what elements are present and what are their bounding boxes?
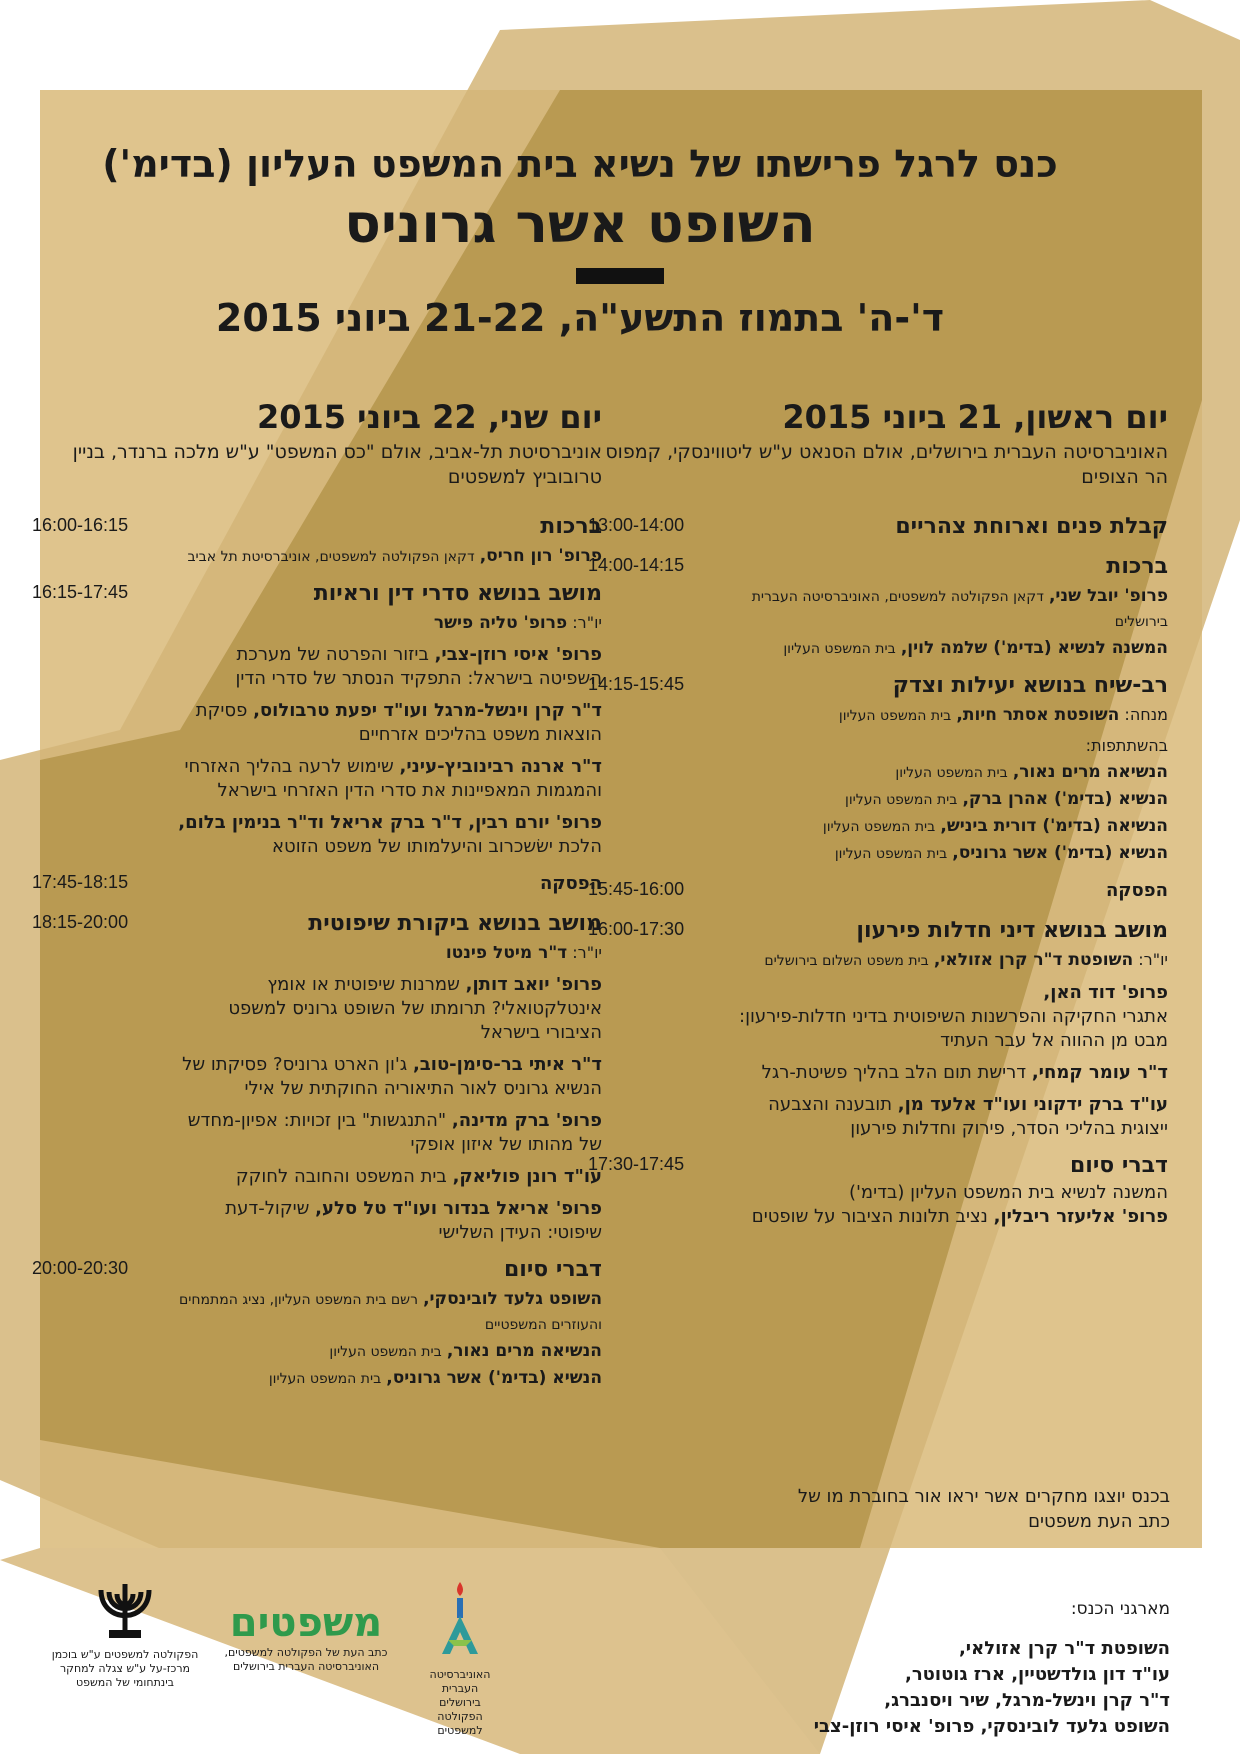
organizer-line: עו"ד דון גולדשטיין, ארז גוטוטר, [905,1664,1170,1685]
talk-title: שמרנות שיפוטית או אומץ אינטלקטואלי? תרומתו של השופט גרוניס למשפט הציבורי בישראל [228,974,602,1043]
speaker-name: פרופ' יובל שני, [1048,586,1168,606]
moderator-name: ד"ר מיטל פינטו [445,943,568,963]
day1-venue: האוניברסיטה העברית בירושלים, אולם הסנאט ע"ש ליטווינסקי, קמפוס הר הצופים [605,441,1168,488]
speaker-name: השופט גלעד לובינסקי, [423,1289,602,1309]
item-title: הפסקה [1105,880,1168,901]
talk-speaker: פרופ' דוד האן, [1043,982,1168,1003]
item-time: 17:30-17:45 [588,1154,685,1174]
speaker-desc: רשם בית המשפט העליון, נציג המתמחים והעוזרים המשפטיים [178,1292,602,1333]
tau-logo-caption: הפקולטה למשפטים ע"ש בוכמן מרכז-על ע"ש צגלה למחקר בינתחומי של המשפט [51,1648,199,1689]
moderator-label: יו"ר: [572,613,602,632]
talk-speaker: פרופ' איסי רוזן-צבי, [434,644,602,665]
talk-title: שיקול-דעת שיפוטי: העידן השלישי [225,1198,602,1243]
speaker-desc: בית המשפט העליון [329,1344,442,1360]
speaker-desc: דקאן הפקולטה למשפטים, האוניברסיטה העברית בירושלים [751,589,1168,630]
day2-venue: אוניברסיטת תל-אביב, אולם "כס המשפט" ע"ש מלכה ברנדר, בניין טרובוביץ למשפטים [72,441,602,488]
tau-law-logo [50,1580,200,1690]
speaker-desc: דקאן הפקולטה למשפטים, אוניברסיטת תל אביב [187,549,475,565]
item-title: ברכות [1106,554,1168,579]
moderator-name: השופטת אסתר חיות, [956,705,1120,725]
day2-item [32,869,602,899]
header-divider [576,268,664,284]
talk-speaker: פרופ' ברק מדינה, [451,1110,602,1131]
moderator-desc: בית המשפט העליון [838,708,952,724]
item-title: הפסקה [539,873,602,894]
header-dates: ד'-ה' בתמוז התשע"ה, 21-22 ביוני 2015 [215,296,945,340]
talk-title: ג'ון הארט גרוניס? פסיקתו של הנשיא גרוניס לאור התיאוריה החוקתית של אילי [182,1054,602,1099]
organizers-block [710,1596,1170,1740]
speaker-name: פרופ' רון חריס, [479,546,602,566]
menorah-icon [95,1580,155,1644]
organizer-line: ד"ר קרן וינשל-מרגל, שיר ויסנברג, [884,1690,1170,1711]
speaker-name: הנשיא (בדימ') אשר גרוניס, [386,1368,602,1388]
item-time: 14:15-15:45 [588,674,685,694]
moderator-label: יו"ר: [572,943,602,962]
mishpatim-wordmark: משפטים [229,1600,383,1646]
day1-item [588,512,1168,542]
participants-label: בהשתתפות: [1085,736,1168,755]
closing-speaker: פרופ' אליעזר ריבלין, [993,1206,1168,1227]
talk-speaker: ד"ר איתי בר-סימן-טוב, [412,1054,602,1075]
moderator-label: מנחה: [1124,705,1168,724]
item-title: קבלת פנים וארוחת צהריים [895,514,1168,539]
day1-title: יום ראשון, 21 ביוני 2015 [782,398,1168,436]
talk-title: אתגרי החקיקה והפרשנות השיפוטית בדיני חדלות-פירעון: מבט מן ההווה אל עבר העתיד [739,1006,1168,1051]
day2-item [32,1255,602,1391]
item-time: 18:15-20:00 [32,912,129,932]
organizer-line: השופט גלעד לובינסקי, פרופ' איסי רוזן-צבי [813,1716,1170,1737]
header-line1: כנס לרגל פרישתו של נשיא בית המשפט העליון (בדימ') [102,142,1058,186]
talk-speaker: ד"ר ארנה רבינוביץ-עיני, [399,756,602,777]
speaker-desc: בית המשפט העליון [783,641,896,657]
publication-note: בכנס יוצגו מחקרים אשר יראו אור בחוברת מו של כתב העת משפטים [797,1486,1170,1532]
talk-title: פסיקת הוצאות משפט בהליכים אזרחיים [195,700,602,745]
talk-title: שימוש לרעה בהליך האזרחי והמגמות המאפיינות את סדרי הדין האזרחי בישראל [184,756,602,801]
mishpatim-logo [222,1600,390,1674]
day1-item [588,916,1168,1141]
closing-line: המשנה לנשיא בית המשפט העליון (בדימ') [848,1182,1168,1203]
item-title: מושב בנושא סדרי דין וראיות [313,581,602,606]
item-time: 15:45-16:00 [588,879,685,899]
day2-item [32,512,602,569]
organizers-title: מארגני הכנס: [1070,1599,1170,1619]
speaker-desc: בית המשפט העליון [895,765,1008,781]
mishpatim-caption: כתב העת של הפקולטה למשפטים, האוניברסיטה העברית בירושלים [224,1646,388,1673]
talk-speaker: עו"ד ברק ידקוני ועו"ד אלעד מן, [897,1094,1168,1115]
talk-speaker: פרופ' יואב דותן, [465,974,602,995]
day1-column [588,398,1168,1239]
item-time: 17:45-18:15 [32,872,129,892]
day2-item [32,579,602,859]
talk-title: הלכת ישׂשכרוב והיעלמותו של משפט הזוטא [272,836,602,857]
header-title: השופט אשר גרוניס [344,192,816,255]
organizer-line: השופטת ד"ר קרן אזולאי, [958,1638,1170,1659]
huji-law-logo [420,1580,500,1738]
item-title: דברי סיום [503,1257,602,1282]
speaker-desc: בית המשפט העליון [268,1371,382,1387]
talk-title: תובענה והצבעה ייצוגית בהליכי הסדר, פירוק וחדלות פירעון [768,1094,1168,1139]
item-time: 16:15-17:45 [32,582,129,602]
moderator-name: פרופ' טליה פישר [433,613,568,633]
day2-column [32,398,602,1401]
item-time: 13:00-14:00 [588,515,685,535]
speaker-name: הנשיאה מרים נאור, [1012,762,1168,782]
talk-title: בית המשפט והחובה לחוקק [235,1166,447,1187]
day1-item [588,671,1168,866]
item-time: 16:00-17:30 [588,919,685,939]
speaker-name: הנשיאה מרים נאור, [446,1341,602,1361]
speaker-name: המשנה לנשיא (בדימ') שלמה לוין, [900,638,1168,658]
closing-desc: נציב תלונות הציבור על שופטים [751,1206,988,1227]
speaker-name: הנשיאה (בדימ') דורית ביניש, [940,816,1168,836]
speaker-desc: בית המשפט העליון [845,792,958,808]
talk-speaker: עו"ד רונן פוליאק, [452,1166,602,1187]
day1-item [588,1151,1168,1229]
item-title: דברי סיום [1069,1153,1168,1178]
talk-title: דרישת תום הלב בהליך פשיטת-רגל [761,1062,1027,1083]
talk-title: ביזור והפרטה של מערכת השפיטה בישראל: התפקיד הנסתר של סדרי הדין [235,644,602,689]
talk-title: "התנגשות" בין זכויות: אפיון-מחדש של מהותו של איזון אופקי [187,1110,602,1155]
item-title: רב-שיח בנושא יעילות וצדק [892,673,1168,698]
moderator-desc: בית משפט השלום בירושלים [764,953,929,969]
day2-title: יום שני, 22 ביוני 2015 [256,398,602,436]
talk-speaker: ד"ר קרן וינשל-מרגל ועו"ד יפעת טרבולוס, [253,700,602,721]
huji-emblem-icon [436,1580,484,1664]
speaker-name: הנשיא (בדימ') אהרן ברק, [962,789,1168,809]
huji-caption: האוניברסיטה העברית בירושלים הפקולטה למשפטים [429,1668,491,1737]
speaker-desc: בית המשפט העליון [834,846,948,862]
item-time: 16:00-16:15 [32,515,129,535]
item-title: ברכות [540,514,602,539]
talk-speaker: פרופ' אריאל בנדור ועו"ד טל סלע, [315,1198,602,1219]
talk-speaker: פרופ' יורם רבין, ד"ר ברק אריאל וד"ר בנימין בלום, [178,812,602,833]
item-title: מושב בנושא ביקורת שיפוטית [308,911,602,936]
item-title: מושב בנושא דיני חדלות פירעון [856,918,1168,943]
speaker-name: הנשיא (בדימ') אשר גרוניס, [952,843,1168,863]
day1-item [588,552,1168,661]
day1-item [588,876,1168,906]
moderator-name: השופטת ד"ר קרן אזולאי, [933,950,1134,970]
item-time: 20:00-20:30 [32,1258,129,1278]
moderator-label: יו"ר: [1138,950,1168,969]
day2-item [32,909,602,1245]
speaker-desc: בית המשפט העליון [822,819,936,835]
talk-speaker: ד"ר עומר קמחי, [1031,1062,1168,1083]
item-time: 14:00-14:15 [588,555,685,575]
